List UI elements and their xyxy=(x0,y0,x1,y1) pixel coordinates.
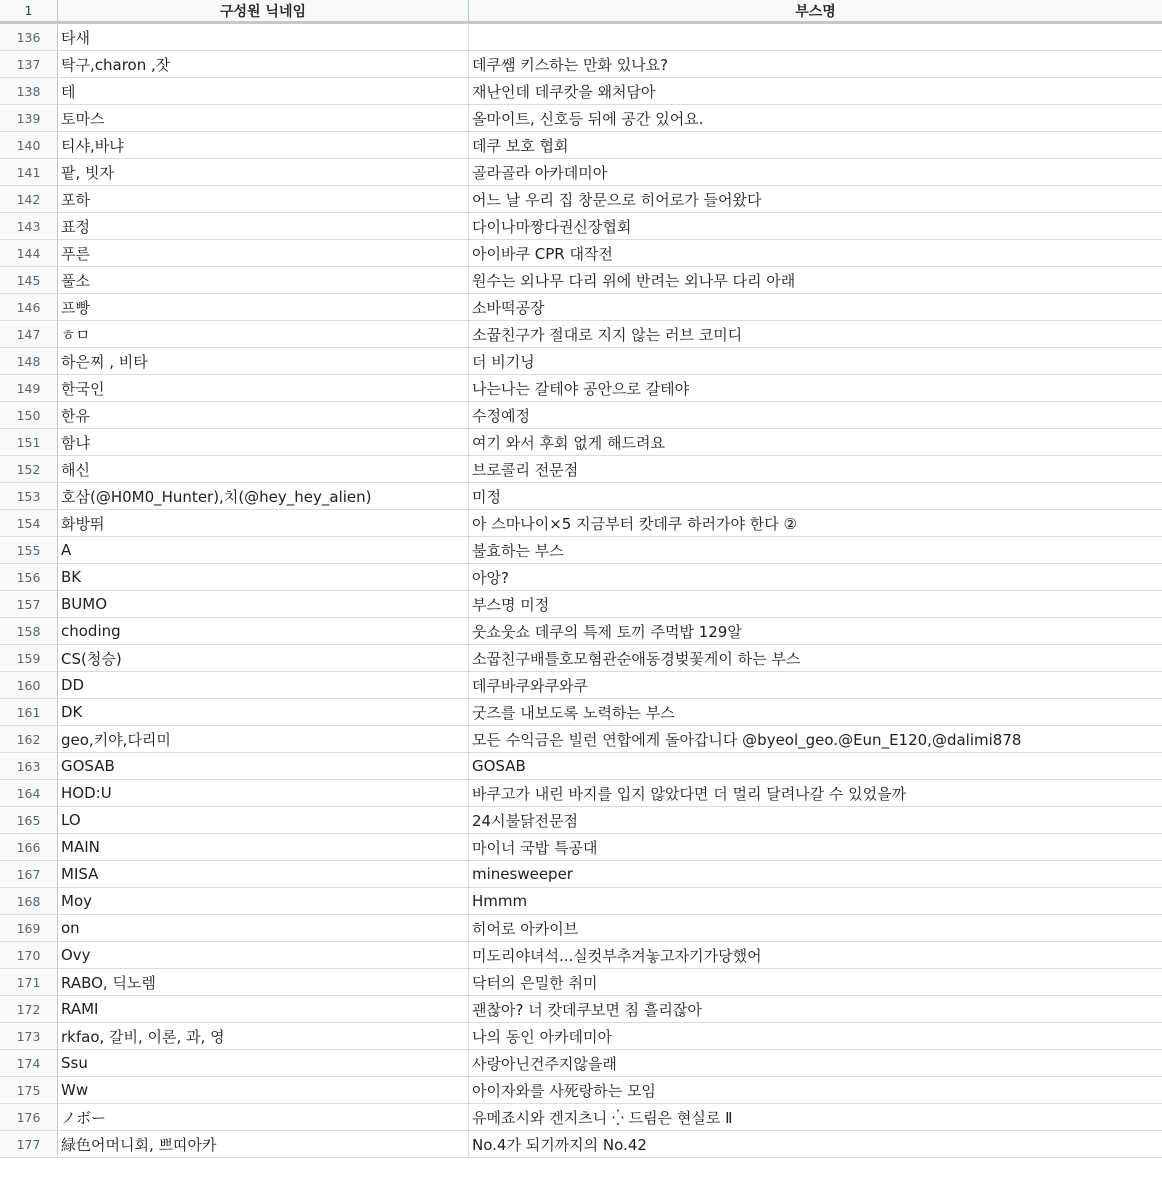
booth-name-cell[interactable]: 어느 날 우리 집 창문으로 히어로가 들어왔다 xyxy=(472,190,762,209)
nickname-cell[interactable]: choding xyxy=(58,618,469,644)
nickname-cell[interactable]: on xyxy=(58,915,469,941)
column-header-nickname[interactable]: 구성원 닉네임 xyxy=(58,0,469,21)
booth-name-cell[interactable]: 아이바쿠 CPR 대작전 xyxy=(472,244,613,263)
nickname-cell[interactable]: 타새 xyxy=(58,24,469,50)
row-number[interactable]: 152 xyxy=(0,456,58,482)
booth-name-cell[interactable]: 여기 와서 후회 없게 해드려요 xyxy=(472,433,665,452)
row-number[interactable]: 158 xyxy=(0,618,58,644)
row-number[interactable]: 142 xyxy=(0,186,58,212)
nickname-cell[interactable]: 함냐 xyxy=(58,429,469,455)
table-row[interactable] xyxy=(0,402,1162,429)
row-number-header[interactable]: 1 xyxy=(0,0,58,21)
table-row[interactable] xyxy=(0,753,1162,780)
booth-name-cell[interactable]: 아 스마나이×5 지금부터 캇데쿠 하러가야 한다 ② xyxy=(472,514,797,533)
booth-name-cell[interactable]: 히어로 아카이브 xyxy=(472,919,579,938)
nickname-cell[interactable]: 해신 xyxy=(58,456,469,482)
booth-name-cell[interactable]: 괜찮아? 너 캇데쿠보면 침 흘리잖아 xyxy=(472,1000,702,1019)
table-row[interactable] xyxy=(0,429,1162,456)
row-number[interactable]: 169 xyxy=(0,915,58,941)
row-number[interactable]: 162 xyxy=(0,726,58,752)
table-row[interactable] xyxy=(0,294,1162,321)
row-number[interactable]: 163 xyxy=(0,753,58,779)
booth-name-cell[interactable]: 불효하는 부스 xyxy=(472,541,564,560)
table-row[interactable] xyxy=(0,699,1162,726)
table-row[interactable] xyxy=(0,159,1162,186)
booth-name-cell[interactable]: No.4가 되기까지의 No.42 xyxy=(472,1135,647,1154)
nickname-cell[interactable]: MISA xyxy=(58,861,469,887)
table-row[interactable] xyxy=(0,1077,1162,1104)
row-number[interactable]: 143 xyxy=(0,213,58,239)
table-row[interactable] xyxy=(0,942,1162,969)
row-number[interactable]: 144 xyxy=(0,240,58,266)
table-row[interactable] xyxy=(0,672,1162,699)
nickname-cell[interactable]: 포하 xyxy=(58,186,469,212)
row-number[interactable]: 172 xyxy=(0,996,58,1022)
booth-name-cell[interactable]: 골라골라 아카데미아 xyxy=(472,163,608,182)
table-row[interactable] xyxy=(0,321,1162,348)
table-row[interactable] xyxy=(0,726,1162,753)
row-number[interactable]: 176 xyxy=(0,1104,58,1130)
booth-name-cell[interactable]: 데쿠바쿠와쿠와쿠 xyxy=(472,676,588,695)
row-number[interactable]: 160 xyxy=(0,672,58,698)
booth-name-cell[interactable]: 나는나는 갈테야 공안으로 갈테야 xyxy=(472,379,690,398)
nickname-cell[interactable]: 하은찌 , 비타 xyxy=(58,348,469,374)
data-rows xyxy=(0,24,1162,1158)
row-number[interactable]: 157 xyxy=(0,591,58,617)
nickname-cell[interactable]: 프빵 xyxy=(58,294,469,320)
nickname-cell[interactable]: Ww xyxy=(58,1077,469,1103)
nickname-cell[interactable]: 화방뛰 xyxy=(58,510,469,536)
nickname-cell[interactable]: 탁구,charon ,잣 xyxy=(58,51,469,77)
table-row[interactable] xyxy=(0,105,1162,132)
row-number[interactable]: 173 xyxy=(0,1023,58,1049)
nickname-cell[interactable]: geo,키야,다리미 xyxy=(58,726,469,752)
table-row[interactable] xyxy=(0,132,1162,159)
booth-name-cell[interactable]: 24시불닭전문점 xyxy=(472,811,579,830)
table-row[interactable] xyxy=(0,969,1162,996)
nickname-cell[interactable]: 한국인 xyxy=(58,375,469,401)
nickname-cell[interactable]: CS(청승) xyxy=(58,645,469,671)
nickname-cell[interactable]: RABO, 딕노렘 xyxy=(58,969,469,995)
table-row[interactable] xyxy=(0,375,1162,402)
booth-name-cell[interactable]: 소꿉친구가 절대로 지지 않는 러브 코미디 xyxy=(472,325,743,344)
nickname-cell[interactable]: 호삼(@H0M0_Hunter),치(@hey_hey_alien) xyxy=(58,483,469,509)
row-number[interactable]: 174 xyxy=(0,1050,58,1076)
row-number[interactable]: 154 xyxy=(0,510,58,536)
booth-name-cell[interactable]: 원수는 외나무 다리 위에 반려는 외나무 다리 아래 xyxy=(472,271,796,290)
row-number[interactable]: 145 xyxy=(0,267,58,293)
row-number[interactable]: 150 xyxy=(0,402,58,428)
row-number[interactable]: 138 xyxy=(0,78,58,104)
nickname-cell[interactable]: LO xyxy=(58,807,469,833)
nickname-cell[interactable]: 緑色어머니회, 쁘띠아카 xyxy=(58,1131,469,1157)
booth-name-cell[interactable]: 나의 동인 아카데미아 xyxy=(472,1027,612,1046)
row-number[interactable]: 165 xyxy=(0,807,58,833)
table-row[interactable] xyxy=(0,51,1162,78)
booth-name-cell[interactable]: 부스명 미정 xyxy=(472,595,550,614)
row-number[interactable]: 153 xyxy=(0,483,58,509)
row-number[interactable]: 146 xyxy=(0,294,58,320)
table-row[interactable] xyxy=(0,780,1162,807)
table-row[interactable] xyxy=(0,807,1162,834)
table-row[interactable] xyxy=(0,996,1162,1023)
nickname-cell[interactable]: BK xyxy=(58,564,469,590)
table-row[interactable] xyxy=(0,78,1162,105)
row-number[interactable]: 168 xyxy=(0,888,58,914)
nickname-cell[interactable]: RAMI xyxy=(58,996,469,1022)
nickname-cell[interactable]: Ovy xyxy=(58,942,469,968)
nickname-cell[interactable]: rkfao, 갈비, 이론, 과, 영 xyxy=(58,1023,469,1049)
nickname-cell[interactable]: A xyxy=(58,537,469,563)
row-number[interactable]: 148 xyxy=(0,348,58,374)
nickname-cell[interactable]: HOD:U xyxy=(58,780,469,806)
table-row[interactable] xyxy=(0,591,1162,618)
table-row[interactable] xyxy=(0,834,1162,861)
table-row[interactable] xyxy=(0,1023,1162,1050)
nickname-cell[interactable]: GOSAB xyxy=(58,753,469,779)
nickname-cell[interactable]: BUMO xyxy=(58,591,469,617)
row-number[interactable]: 166 xyxy=(0,834,58,860)
header-row xyxy=(0,0,1162,24)
booth-name-cell[interactable]: 미도리야녀석...실컷부추겨놓고자기가당했어 xyxy=(472,946,762,965)
row-number[interactable]: 139 xyxy=(0,105,58,131)
nickname-cell[interactable]: MAIN xyxy=(58,834,469,860)
nickname-cell[interactable]: 표정 xyxy=(58,213,469,239)
table-row[interactable] xyxy=(0,537,1162,564)
booth-name-cell[interactable] xyxy=(469,24,1162,50)
row-number[interactable]: 141 xyxy=(0,159,58,185)
booth-name-cell[interactable]: 데쿠쌤 키스하는 만화 있나요? xyxy=(472,55,669,74)
column-header-booth-name[interactable]: 부스명 xyxy=(795,3,836,20)
table-row[interactable] xyxy=(0,1131,1162,1158)
booth-name-cell[interactable]: 유메죠시와 겐지츠니 ⁛ 드림은 현실로 Ⅱ xyxy=(472,1108,733,1127)
row-number[interactable]: 170 xyxy=(0,942,58,968)
booth-name-cell[interactable]: 올마이트, 신호등 뒤에 공간 있어요. xyxy=(472,109,704,128)
table-row[interactable] xyxy=(0,645,1162,672)
nickname-cell[interactable]: ㅎㅁ xyxy=(58,321,469,347)
booth-name-cell[interactable]: 웃쇼웃쇼 데쿠의 특제 토끼 주먹밥 129알 xyxy=(472,622,742,641)
table-row[interactable] xyxy=(0,240,1162,267)
booth-name-cell[interactable]: 아앙? xyxy=(472,568,509,587)
row-number[interactable]: 159 xyxy=(0,645,58,671)
table-row[interactable] xyxy=(0,1104,1162,1131)
booth-name-cell[interactable]: 소꿉친구배틀호모혐관순애동경벚꽃게이 하는 부스 xyxy=(472,649,801,668)
table-row[interactable] xyxy=(0,186,1162,213)
table-row[interactable] xyxy=(0,24,1162,51)
table-row[interactable] xyxy=(0,1050,1162,1077)
booth-name-cell[interactable]: 수정예정 xyxy=(472,406,530,425)
nickname-cell[interactable]: 풀소 xyxy=(58,267,469,293)
table-row[interactable] xyxy=(0,510,1162,537)
nickname-cell[interactable]: 한유 xyxy=(58,402,469,428)
booth-name-cell[interactable]: 아이자와를 사死랑하는 모임 xyxy=(472,1081,656,1100)
booth-name-cell[interactable]: 재난인데 데쿠캇을 왜처담아 xyxy=(472,82,656,101)
table-row[interactable] xyxy=(0,483,1162,510)
row-number[interactable]: 167 xyxy=(0,861,58,887)
row-number[interactable]: 151 xyxy=(0,429,58,455)
row-number[interactable]: 149 xyxy=(0,375,58,401)
nickname-cell[interactable]: 토마스 xyxy=(58,105,469,131)
nickname-cell[interactable]: 티샤,바냐 xyxy=(58,132,469,158)
nickname-cell[interactable]: ノボー xyxy=(58,1104,469,1130)
booth-name-cell[interactable]: 미정 xyxy=(472,487,501,506)
booth-name-cell[interactable]: GOSAB xyxy=(472,757,526,775)
row-number[interactable]: 136 xyxy=(0,24,58,50)
table-row[interactable] xyxy=(0,267,1162,294)
row-number[interactable]: 175 xyxy=(0,1077,58,1103)
table-row[interactable] xyxy=(0,618,1162,645)
nickname-cell[interactable]: Moy xyxy=(58,888,469,914)
table-row[interactable] xyxy=(0,915,1162,942)
row-number[interactable]: 155 xyxy=(0,537,58,563)
table-row[interactable] xyxy=(0,213,1162,240)
row-number[interactable]: 171 xyxy=(0,969,58,995)
booth-name-cell[interactable]: 닥터의 은밀한 취미 xyxy=(472,973,598,992)
table-row[interactable] xyxy=(0,888,1162,915)
booth-name-cell[interactable]: Hmmm xyxy=(472,892,528,910)
nickname-cell[interactable]: 테 xyxy=(58,78,469,104)
row-number[interactable]: 140 xyxy=(0,132,58,158)
nickname-cell[interactable]: 푸른 xyxy=(58,240,469,266)
row-number[interactable]: 177 xyxy=(0,1131,58,1157)
booth-name-cell[interactable]: 굿즈를 내보도록 노력하는 부스 xyxy=(472,703,675,722)
table-row[interactable] xyxy=(0,564,1162,591)
nickname-cell[interactable]: DK xyxy=(58,699,469,725)
table-row[interactable] xyxy=(0,348,1162,375)
nickname-cell[interactable]: DD xyxy=(58,672,469,698)
booth-name-cell[interactable]: 더 비기닝 xyxy=(472,352,535,371)
booth-name-cell[interactable]: 마이너 국밥 특공대 xyxy=(472,838,598,857)
booth-name-cell[interactable]: 다이나마짱다권신장협회 xyxy=(472,217,632,236)
booth-name-cell[interactable]: 소바떡공장 xyxy=(472,298,545,317)
booth-name-cell[interactable]: minesweeper xyxy=(472,865,573,883)
table-row[interactable] xyxy=(0,456,1162,483)
booth-name-cell[interactable]: 데쿠 보호 협회 xyxy=(472,136,569,155)
row-number[interactable]: 137 xyxy=(0,51,58,77)
row-number[interactable]: 164 xyxy=(0,780,58,806)
booth-name-cell[interactable]: 모든 수익금은 빌런 연합에게 돌아갑니다 @byeol_geo.@Eun_E120,@dalimi878 xyxy=(472,730,1022,749)
row-number[interactable]: 156 xyxy=(0,564,58,590)
nickname-cell[interactable]: Ssu xyxy=(58,1050,469,1076)
row-number[interactable]: 161 xyxy=(0,699,58,725)
table-row[interactable] xyxy=(0,861,1162,888)
row-number[interactable]: 147 xyxy=(0,321,58,347)
booth-name-cell[interactable]: 브로콜리 전문점 xyxy=(472,460,579,479)
booth-name-cell[interactable]: 사랑아닌건주지않을래 xyxy=(472,1054,617,1073)
nickname-cell[interactable]: 팥, 빗자 xyxy=(58,159,469,185)
booth-name-cell[interactable]: 바쿠고가 내린 바지를 입지 않았다면 더 멀리 달려나갈 수 있었을까 xyxy=(472,784,907,803)
